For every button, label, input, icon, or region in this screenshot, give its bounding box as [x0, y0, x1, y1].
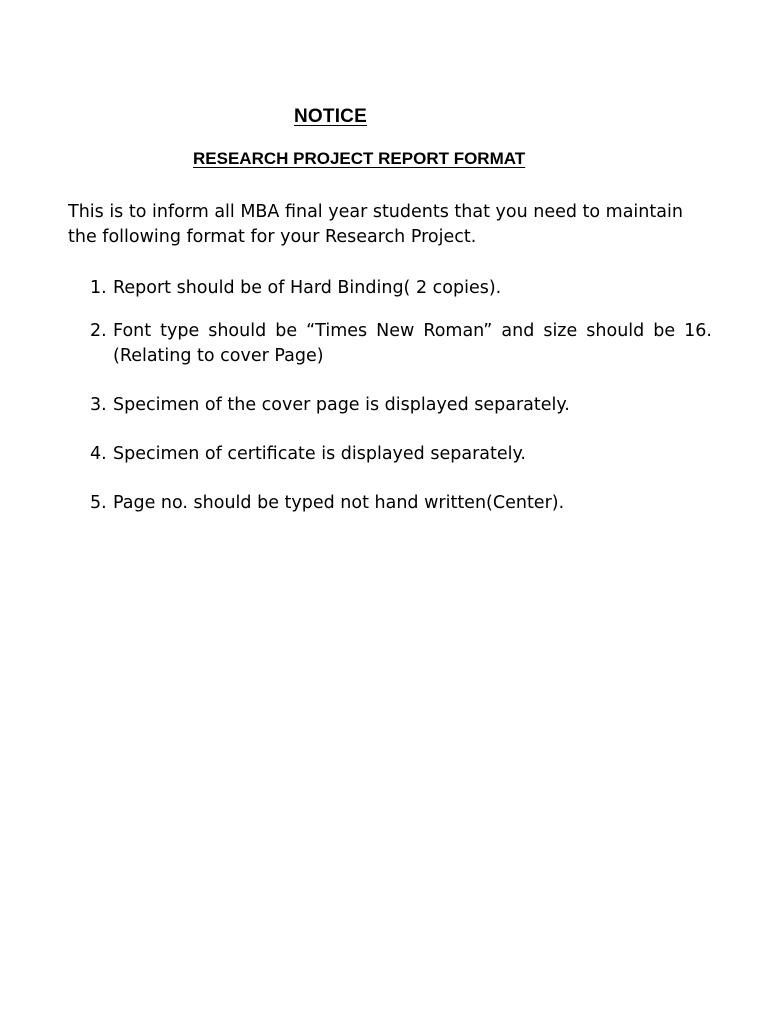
list-item-number: 1. — [90, 278, 107, 298]
intro-paragraph: This is to inform all MBA final year students that you need to maintain the following format for your Research Project. — [68, 202, 683, 247]
list-item-number: 2. — [90, 321, 107, 341]
list-item-text: Page no. should be typed not hand written(Center). — [113, 493, 565, 513]
list-item — [90, 393, 712, 418]
list-item — [90, 442, 712, 467]
notice-heading: NOTICE — [294, 106, 367, 127]
list-item — [90, 491, 712, 516]
list-item-text: Specimen of certificate is displayed separately. — [113, 444, 526, 464]
list-item-text: Font type should be “Times New Roman” and size should be 16. (Relating to cover Page) — [113, 321, 712, 366]
list-item — [90, 319, 712, 369]
format-requirements-list — [90, 276, 712, 516]
list-item-text: Report should be of Hard Binding( 2 copies). — [113, 278, 502, 298]
list-item-number: 4. — [90, 444, 107, 464]
list-item-number: 5. — [90, 493, 107, 513]
list-item-text: Specimen of the cover page is displayed separately. — [113, 395, 570, 415]
list-item — [90, 276, 712, 301]
list-item-number: 3. — [90, 395, 107, 415]
notice-subheading: RESEARCH PROJECT REPORT FORMAT — [193, 149, 526, 168]
